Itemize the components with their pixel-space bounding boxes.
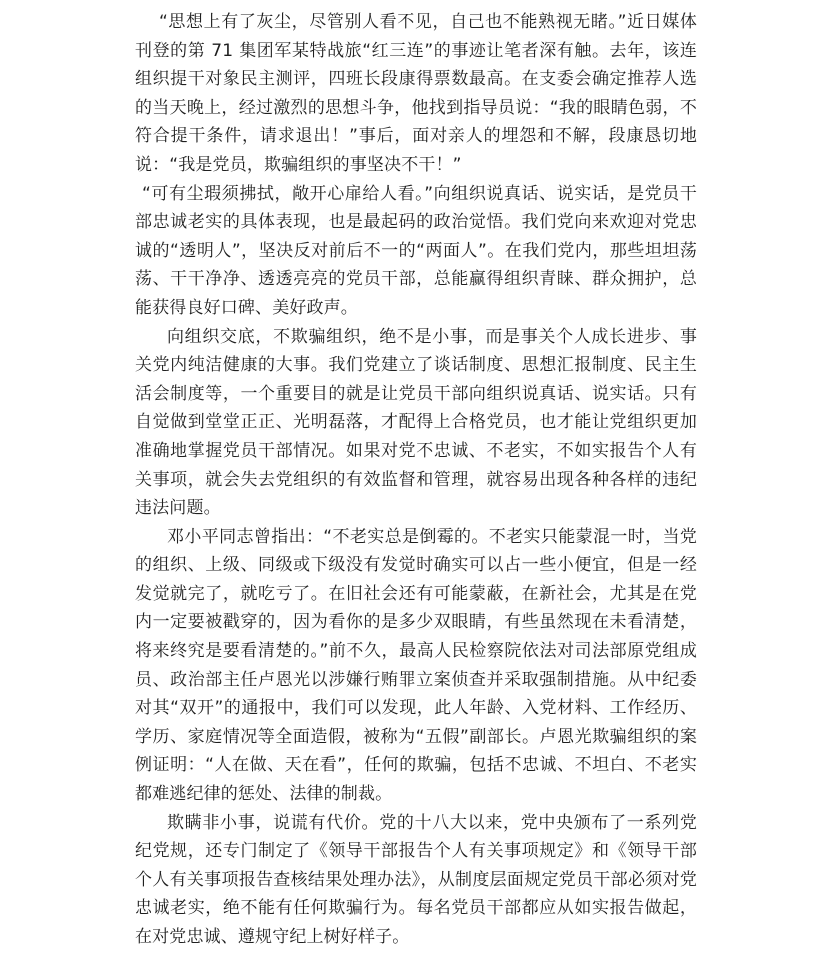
paragraph-2: “可有尘瑕须拂拭，敞开心扉给人看。”向组织说真话、说实话，是党员干部忠诚老实的具体表现，也是最起码的政治觉悟。我们党向来欢迎对党忠诚的“透明人”，坚决反对前后不一的“两面人”。在我们党内，那些坦坦荡荡、干干净净、透透亮亮的党员干部，总能赢得组织青睐、群众拥护，总能获得良好口碑、美好政声。: [135, 183, 697, 318]
paragraph-3: 向组织交底，不欺骗组织，绝不是小事，而是事关个人成长进步、事关党内纯洁健康的大事。我们党建立了谈话制度、思想汇报制度、民主生活会制度等，一个重要目的就是让党员干部向组织说真话、说实话。只有自觉做到堂堂正正、光明磊落，才配得上合格党员，也才能让党组织更加准确地掌握党员干部情况。如果对党不忠诚、不老实，不如实报告个人有关事项，就会失去党组织的有效监督和管理，就容易出现各种各样的违纪违法问题。: [135, 326, 697, 519]
paragraph-5: 欺瞒非小事，说谎有代价。党的十八大以来，党中央颁布了一系列党纪党规，还专门制定了《领导干部报告个人有关事项规定》和《领导干部个人有关事项报告查核结果处理办法》，从制度层面规定党员干部必须对党忠诚老实，绝不能有任何欺骗行为。每名党员干部都应从如实报告做起，在对党忠诚、遵规守纪上树好样子。: [135, 812, 697, 947]
article-body: [135, 8, 697, 952]
paragraph-4: 邓小平同志曾指出：“不老实总是倒霉的。不老实只能蒙混一时，当党的组织、上级、同级或下级没有发觉时确实可以占一些小便宜，但是一经发觉就完了，就吃亏了。在旧社会还有可能蒙蔽，在新社会，尤其是在党内一定要被戳穿的，因为看你的是多少双眼睛，有些虽然现在未看清楚，将来终究是要看清楚的。”前不久，最高人民检察院依法对司法部原党组成员、政治部主任卢恩光以涉嫌行贿罪立案侦查并采取强制措施。从中纪委对其“双开”的通报中，我们可以发现，此人年龄、入党材料、工作经历、学历、家庭情况等全面造假，被称为“五假”副部长。卢恩光欺骗组织的案例证明：“人在做、天在看”，任何的欺骗，包括不忠诚、不坦白、不老实都难逃纪律的惩处、法律的制裁。: [135, 526, 697, 805]
paragraph-1: “思想上有了灰尘，尽管别人看不见，自己也不能熟视无睹。”近日媒体刊登的第 71 集团军某特战旅“红三连”的事迹让笔者深有触。去年，该连组织提干对象民主测评，四班长段康得票数最高。在支委会确定推荐人选的当天晚上，经过激烈的思想斗争，他找到指导员说：“我的眼睛色弱，不符合提干条件，请求退出！”事后，面对亲人的埋怨和不解，段康恳切地说：“我是党员，欺骗组织的事坚决不干！”: [135, 12, 697, 175]
